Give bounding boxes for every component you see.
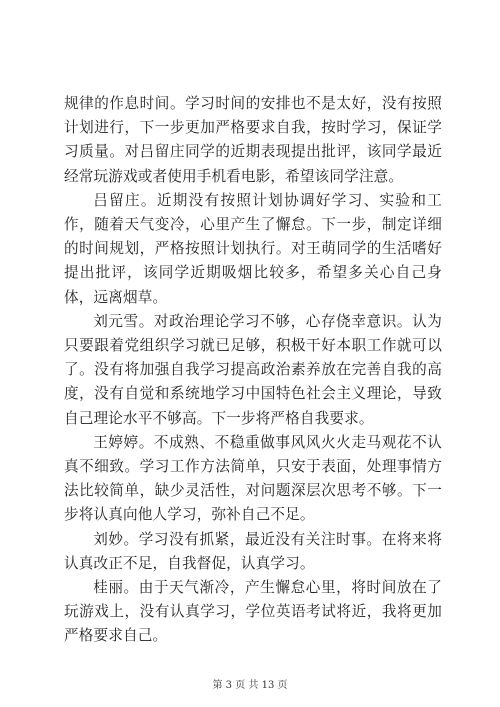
document-body: [64, 92, 442, 649]
paragraph-liu-miao: 刘妙。学习没有抓紧，最近没有关注时事。在将来将认真改正不足，自我督促，认真学习。: [64, 530, 442, 572]
paragraph-liu-yuanxue: 刘元雪。对政治理论学习不够，心存侥幸意识。认为只要跟着党组织学习就已足够，积极干好本职工作就可以了。没有将加强自我学习提高政治素养放在完善自我的高度，没有自觉和系统地学习中国特色社会主义理论，导致自己理论水平不够高。下一步将严格自我要求。: [64, 312, 442, 427]
page-number-footer: 第 3 页 共 13 页: [212, 680, 288, 691]
paragraph-wang-tingting: 王婷婷。不成熟、不稳重做事风风火火走马观花不认真不细致。学习工作方法简单，只安于表面，处理事情方法比较简单，缺少灵活性，对问题深层次思考不够。下一步将认真向他人学习，弥补自己不足。: [64, 433, 442, 524]
paragraph-gui-li: 桂丽。由于天气渐冷，产生懈怠心里，将时间放在了玩游戏上，没有认真学习，学位英语考试将近，我将更加严格要求自己。: [64, 579, 442, 645]
paragraph-continuation: 规律的作息时间。学习时间的安排也不是太好，没有按照计划进行，下一步更加严格要求自我，按时学习，保证学习质量。对吕留庄同学的近期表现提出批评，该同学最近经常玩游戏或者使用手机看电影，希望该同学注意。: [64, 95, 442, 185]
paragraph-lv-liuzhuang: 吕留庄。近期没有按照计划协调好学习、实验和工作，随着天气变冷，心里产生了懈怠。下一步，制定详细的时间规划，严格按照计划执行。对王萌同学的生活嗜好提出批评，该同学近期吸烟比较多，希望多关心自己身体，远离烟草。: [64, 191, 442, 306]
